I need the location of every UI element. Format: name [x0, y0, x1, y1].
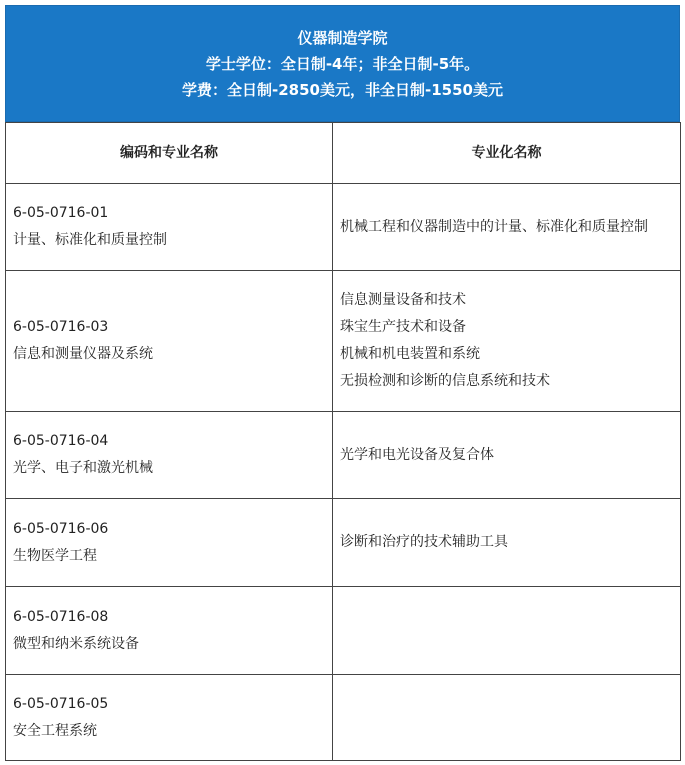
- program-code: 6-05-0716-06: [13, 520, 109, 537]
- tuition-fees: 学费：全日制-2850美元，非全日制-1550美元: [182, 80, 503, 99]
- programs-table: [5, 122, 681, 761]
- specialization-item: 无损检测和诊断的信息系统和技术: [340, 373, 550, 389]
- program-cell: [6, 184, 333, 271]
- table-row: [6, 271, 681, 412]
- specialization-item: 机械工程和仪器制造中的计量、标准化和质量控制: [340, 218, 648, 235]
- table-row: [6, 675, 681, 761]
- program-cell: [6, 271, 333, 412]
- program-code: 6-05-0716-08: [13, 608, 109, 625]
- table-row: [6, 587, 681, 675]
- column-header-specialization: 专业化名称: [333, 123, 681, 184]
- specialization-cell: [333, 184, 681, 271]
- specialization-item: 信息测量设备和技术: [340, 292, 466, 308]
- program-cell: [6, 412, 333, 499]
- program-name: 微型和纳米系统设备: [13, 635, 139, 652]
- specialization-cell: [333, 271, 681, 412]
- program-cell: [6, 499, 333, 587]
- specialization-item: 光学和电光设备及复合体: [340, 446, 494, 463]
- specialization-cell-empty: [333, 587, 681, 675]
- program-code: 6-05-0716-04: [13, 433, 109, 449]
- faculty-title: 仪器制造学院: [297, 28, 388, 47]
- program-code: 6-05-0716-03: [13, 319, 109, 335]
- program-name: 计量、标准化和质量控制: [13, 232, 167, 248]
- degree-duration: 学士学位：全日制-4年；非全日制-5年。: [205, 54, 480, 73]
- specialization-cell: [333, 499, 681, 587]
- program-name: 信息和测量仪器及系统: [13, 346, 153, 362]
- specialization-cell-empty: [333, 675, 681, 761]
- specialization-item: 机械和机电装置和系统: [340, 346, 480, 362]
- specialization-item: 珠宝生产技术和设备: [340, 319, 466, 335]
- program-code: 6-05-0716-01: [13, 205, 109, 221]
- specialization-cell: [333, 412, 681, 499]
- program-name: 安全工程系统: [13, 722, 97, 739]
- program-name: 生物医学工程: [13, 547, 97, 564]
- program-code: 6-05-0716-05: [13, 695, 109, 712]
- column-header-code-name: 编码和专业名称: [6, 123, 333, 184]
- specialization-item: 诊断和治疗的技术辅助工具: [340, 534, 508, 550]
- faculty-header: [5, 5, 680, 122]
- program-name: 光学、电子和激光机械: [13, 460, 153, 476]
- program-cell: [6, 587, 333, 675]
- program-cell: [6, 675, 333, 761]
- table-header-row: [6, 123, 681, 184]
- table-row: [6, 412, 681, 499]
- faculty-table-container: [5, 5, 680, 761]
- table-row: [6, 184, 681, 271]
- table-row: [6, 499, 681, 587]
